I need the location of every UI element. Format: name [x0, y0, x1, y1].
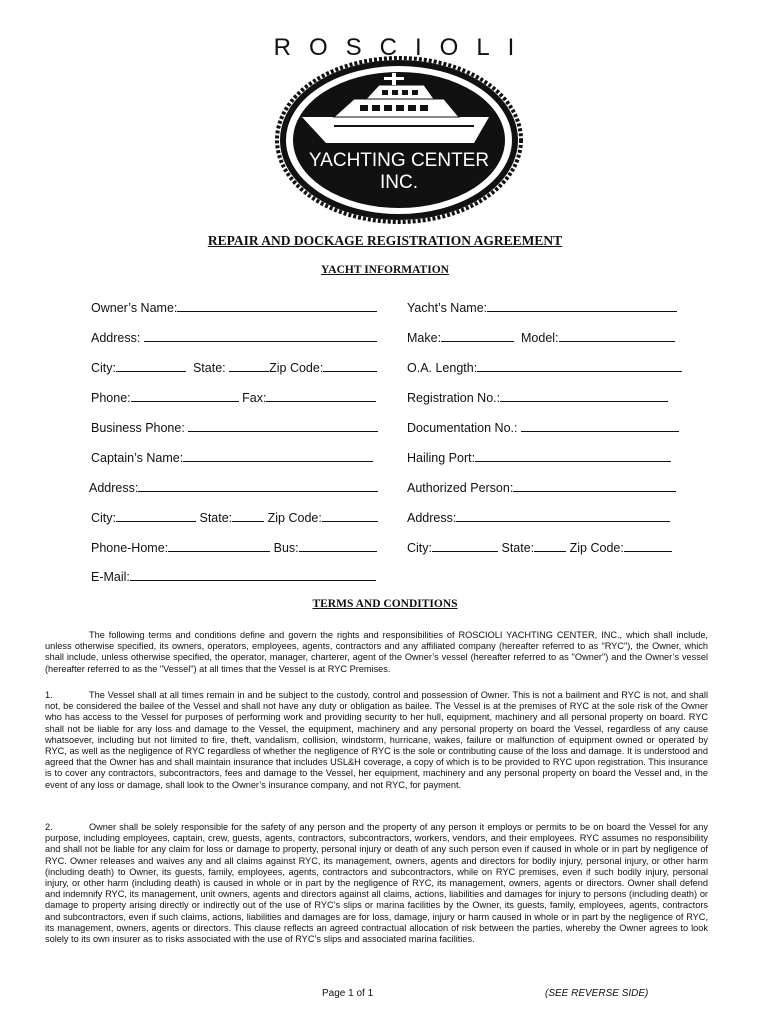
captain-address-field[interactable] — [89, 479, 378, 495]
authorized-city-label: City: — [407, 541, 432, 555]
authorized-address-input[interactable] — [456, 509, 670, 522]
phone-home-bus-field[interactable] — [91, 539, 377, 555]
documentation-no-field[interactable] — [407, 419, 679, 435]
address-field[interactable] — [91, 329, 377, 345]
documentation-no-label: Documentation No.: — [407, 421, 518, 435]
page-number: Page 1 of 1 — [322, 988, 374, 999]
clause-1-text: The Vessel shall at all times remain in and be subject to the custody, control and possession of Owner. This is not a bailment and RYC is not, and shall not, be considered the bailee of the Vessel and shall not have any duty or obligation as bailee. The Vessel is at the premises of RYC at the sole risk of the Owner who has access to the Vessel for purposes of performing work and providing security to her hull, equipment, machinery and all personal property on board. RYC shall not be liable for any loss and damage to the Vessel, the equipment, machinery and any personal property on board the Vessel, regardless of any cause whatsoever, including but not limited to fire, theft, vandalism, collision, windstorm, hurricane, wakes, failure or malfunction of equipment owned or operated by RYC, as well as the negligence of RYC regardless of whether the negligence of RYC is the sole or contributing cause of the loss and damage. It is understood and agreed that the Owner has and shall maintain insurance that includes USL&H coverage, a copy of which is to be provided to RYC upon registration. This insurance is to cover any contractors, subcontractors, fees and damage to the Vessel, her equipment, machinery and any personal property on board the Vessel and, in the event of any loss or damage, shall look to the Owner’s insurance company, and not RYC, for payment. — [45, 690, 708, 790]
captains-name-field[interactable] — [91, 449, 373, 465]
owners-name-field[interactable] — [91, 299, 377, 315]
registration-no-field[interactable] — [407, 389, 668, 405]
authorized-state-input[interactable] — [534, 539, 566, 552]
yachts-name-input[interactable] — [487, 299, 677, 312]
authorized-zip-label: Zip Code: — [569, 541, 624, 555]
authorized-city-input[interactable] — [432, 539, 498, 552]
city-input[interactable] — [116, 359, 186, 372]
authorized-state-label: State: — [501, 541, 535, 555]
address-label: Address: — [91, 331, 141, 345]
make-label: Make: — [407, 331, 442, 345]
terms-heading: TERMS AND CONDITIONS — [312, 598, 458, 610]
fax-label: Fax: — [242, 391, 267, 405]
registration-no-label: Registration No.: — [407, 391, 501, 405]
bus-label: Bus: — [273, 541, 299, 555]
phone-fax-field[interactable] — [91, 389, 376, 405]
zip-input[interactable] — [323, 359, 377, 372]
phone-home-input[interactable] — [168, 539, 270, 552]
phone-label: Phone: — [91, 391, 131, 405]
registration-no-input[interactable] — [500, 389, 668, 402]
logo-line2: INC. — [380, 172, 418, 193]
business-phone-input[interactable] — [188, 419, 378, 432]
authorized-person-label: Authorized Person: — [407, 481, 514, 495]
yachts-name-field[interactable] — [407, 299, 677, 315]
authorized-address-field[interactable] — [407, 509, 670, 525]
yachting-center-logo — [274, 55, 524, 225]
yacht-info-heading: YACHT INFORMATION — [321, 264, 449, 276]
hailing-port-input[interactable] — [475, 449, 671, 462]
owners-name-input[interactable] — [177, 299, 377, 312]
captain-address-label: Address: — [89, 481, 139, 495]
phone-input[interactable] — [131, 389, 239, 402]
authorized-address-label: Address: — [407, 511, 457, 525]
make-input[interactable] — [441, 329, 514, 342]
logo-line1: YACHTING CENTER — [308, 150, 490, 171]
email-field[interactable] — [91, 568, 376, 584]
captain-state-input[interactable] — [232, 509, 264, 522]
captains-name-label: Captain’s Name: — [91, 451, 184, 465]
document-title: REPAIR AND DOCKAGE REGISTRATION AGREEMENT — [207, 233, 563, 248]
email-input[interactable] — [130, 568, 376, 581]
see-reverse-note: (SEE REVERSE SIDE) — [545, 988, 649, 999]
business-phone-label: Business Phone: — [91, 421, 185, 435]
zip-label: Zip Code: — [269, 361, 324, 375]
clause-2-text: Owner shall be solely responsible for the safety of any person and the property of any person it employs or permits to be on board the Vessel for any purpose, including employees, captain, crew, guests, agents, contractors, subcontractors, workers, vendors, and their employees. RYC assumes no responsibility and shall not be liable for any claim for loss or damage to property, personal injury or death of any such person even if caused in whole or in part by negligence of RYC. Owner releases and waives any and all claims against RYC, its management, owners, agents and directors for bodily injury, personal injury, or other harm (including death) to Owner, its guests, family, employees, agents, contractors and subcontractors, while on RYC premises, even if such bodily injury, personal injury, or other harm (including death) is caused in whole or in part by the negligence of RYC, its management, owners, agents or directors. Owner shall defend and indemnify RYC, its management, unit owners, agents and directors against all claims, actions, liabilities and damages for injury to persons (including death) or damage to property arising directly or indirectly out of the use of RYC’s slips or marina facilities by the Owner, its guests, family, employees, agents, contractors and subcontractors, even if such claims, actions, liabilities and damages are for loss, damage, injury or harm caused in whole or in part by the negligence of RYC, its management, owners, agents or directors. This clause reflects an agreed contractual allocation of risk between the parties, whereby the Owner agrees to look solely to its own insurer as to risks associated with the use of RYC’s slips and associated marina facilities. — [45, 822, 708, 945]
documentation-no-input[interactable] — [521, 419, 679, 432]
terms-intro-text: The following terms and conditions define and govern the rights and responsibilities of ROSCIOLI YACHTING CENTER, INC., which shall include, unless otherwise specified, its owners, operators, employees, agents, contractors and any affiliated company (hereafter referred to as "RYC"), the Owner, which shall include, unless otherwise specified, the operator, manager, charterer, agent of the Owner’s vessel (hereafter referred to as "Owner") and the Owner’s vessel (hereafter referred to as the "Vessel") at all times that the Vessel is at RYC Premises. — [45, 630, 708, 674]
bus-input[interactable] — [299, 539, 377, 552]
authorized-zip-input[interactable] — [624, 539, 672, 552]
model-input[interactable] — [559, 329, 675, 342]
state-input[interactable] — [229, 359, 269, 372]
fax-input[interactable] — [266, 389, 376, 402]
hailing-port-label: Hailing Port: — [407, 451, 476, 465]
model-label: Model: — [521, 331, 559, 345]
captain-zip-label: Zip Code: — [267, 511, 322, 525]
yachts-name-label: Yacht’s Name: — [407, 301, 488, 315]
captain-city-input[interactable] — [116, 509, 196, 522]
owners-name-label: Owner’s Name: — [91, 301, 178, 315]
terms-intro-paragraph — [45, 630, 708, 675]
clause-2 — [45, 822, 708, 945]
clause-2-number: 2. — [45, 822, 53, 832]
city-state-zip-field[interactable] — [91, 359, 377, 375]
email-label: E-Mail: — [91, 570, 130, 584]
captain-address-input[interactable] — [138, 479, 378, 492]
phone-home-label: Phone-Home: — [91, 541, 169, 555]
captain-city-state-zip-field[interactable] — [91, 509, 378, 525]
authorized-person-field[interactable] — [407, 479, 676, 495]
make-field[interactable] — [407, 329, 675, 345]
oa-length-label: O.A. Length: — [407, 361, 478, 375]
clause-1 — [45, 690, 708, 791]
brand-name: ROSCIOLI — [273, 34, 533, 61]
authorized-city-state-zip-field[interactable] — [407, 539, 672, 555]
captains-name-input[interactable] — [183, 449, 373, 462]
clause-1-number: 1. — [45, 690, 53, 700]
captain-state-label: State: — [199, 511, 233, 525]
city-label: City: — [91, 361, 116, 375]
oa-length-field[interactable] — [407, 359, 682, 375]
state-label: State: — [192, 361, 226, 375]
oa-length-input[interactable] — [477, 359, 682, 372]
authorized-person-input[interactable] — [513, 479, 676, 492]
business-phone-field[interactable] — [91, 419, 378, 435]
hailing-port-field[interactable] — [407, 449, 671, 465]
captain-zip-input[interactable] — [322, 509, 378, 522]
captain-city-label: City: — [91, 511, 116, 525]
address-input[interactable] — [144, 329, 377, 342]
